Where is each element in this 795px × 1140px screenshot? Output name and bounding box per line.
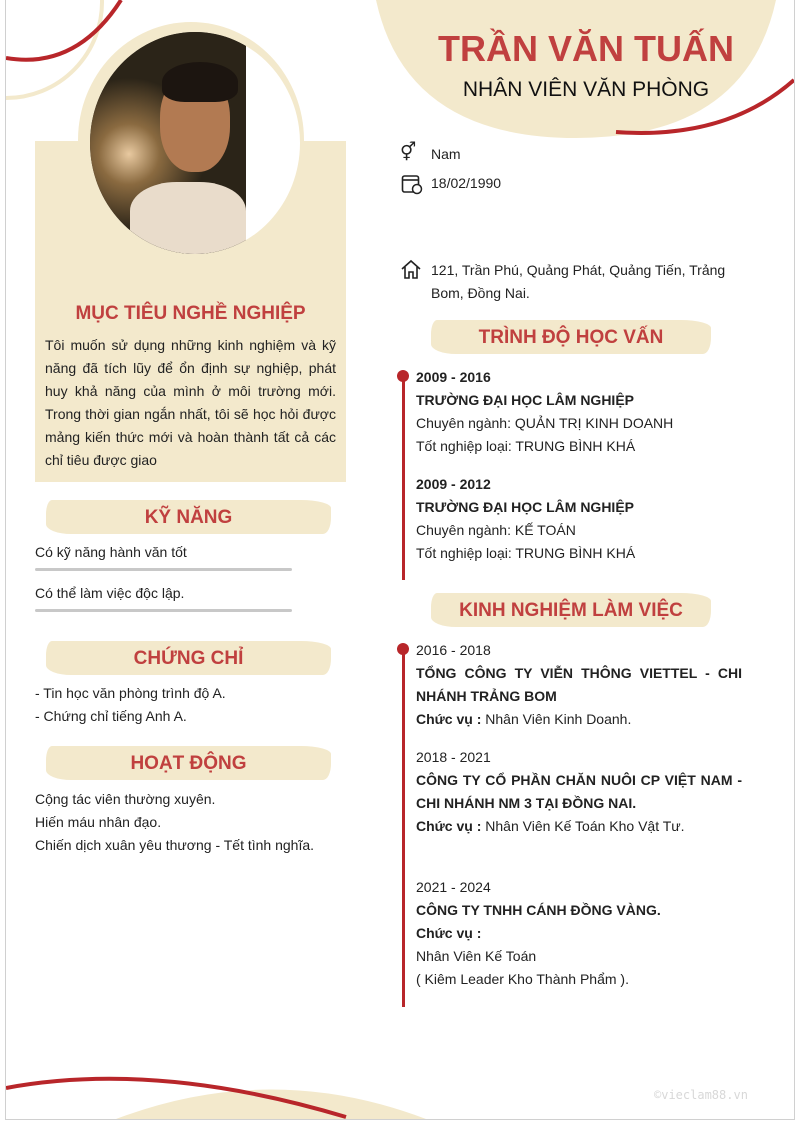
experience-item (416, 746, 742, 838)
exp-role: Nhân Viên Kế Toán Kho Vật Tư. (485, 818, 685, 834)
home-icon (400, 259, 422, 279)
edu-grade: Tốt nghiệp loại: TRUNG BÌNH KHÁ (416, 438, 636, 454)
education-item (416, 366, 751, 565)
activity-item: Cộng tác viên thường xuyên. (35, 791, 216, 807)
edu-grade: Tốt nghiệp loại: TRUNG BÌNH KHÁ (416, 545, 636, 561)
exp-years: 2018 - 2021 (416, 749, 491, 765)
edu-school: TRƯỜNG ĐẠI HỌC LÂM NGHIỆP (416, 499, 634, 515)
exp-years: 2016 - 2018 (416, 642, 491, 658)
experience-title: KINH NGHIỆM LÀM VIỆC (459, 600, 683, 621)
activity-item: Hiến máu nhân đạo. (35, 814, 162, 830)
certificate-item: - Tin học văn phòng trình độ A. (35, 685, 226, 701)
skill-item: Có kỹ năng hành văn tốt (35, 544, 187, 560)
education-title: TRÌNH ĐỘ HỌC VẤN (478, 327, 664, 348)
calendar-icon (401, 173, 423, 195)
watermark: ©vieclam88.vn (654, 1088, 748, 1102)
exp-role-label: Chức vụ : (416, 818, 482, 834)
birthdate-value: 18/02/1990 (431, 175, 502, 191)
full-name: TRẦN VĂN TUẤN (438, 28, 734, 69)
address-value: 121, Trần Phú, Quảng Phát, Quảng Tiến, Trảng Bom, Đồng Nai. (431, 262, 726, 301)
skill-bar (35, 568, 292, 571)
gender-icon: ⚥ (400, 142, 417, 162)
gender-value: Nam (431, 146, 461, 162)
certificate-item: - Chứng chỉ tiếng Anh A. (35, 708, 187, 724)
exp-role: Nhân Viên Kinh Doanh. (485, 711, 632, 727)
skill-item: Có thể làm việc độc lập. (35, 585, 185, 601)
exp-role-label: Chức vụ : (416, 711, 482, 727)
exp-company: CÔNG TY TNHH CÁNH ĐỒNG VÀNG. (416, 902, 661, 918)
experience-item (416, 639, 742, 731)
edu-major: Chuyên ngành: QUẢN TRỊ KINH DOANH (416, 415, 674, 431)
activities-title: HOẠT ĐỘNG (130, 753, 247, 774)
exp-role: Nhân Viên Kế Toán (416, 948, 537, 964)
experience-timeline (402, 647, 405, 1007)
skill-bar (35, 609, 292, 612)
exp-years: 2021 - 2024 (416, 879, 491, 895)
avatar (90, 32, 300, 254)
edu-years: 2009 - 2016 (416, 369, 491, 385)
exp-role-note: ( Kiêm Leader Kho Thành Phẩm ). (416, 971, 629, 987)
exp-role-label: Chức vụ : (416, 925, 482, 941)
experience-item (416, 876, 742, 991)
edu-years: 2009 - 2012 (416, 476, 491, 492)
objective-title: MỤC TIÊU NGHỀ NGHIỆP (75, 303, 306, 324)
skills-title: KỸ NĂNG (144, 507, 233, 528)
cv-page (5, 0, 795, 1120)
timeline-dot (397, 643, 409, 655)
edu-major: Chuyên ngành: KẾ TOÁN (416, 522, 576, 538)
objective-text: Tôi muốn sử dụng những kinh nghiệm và kỹ năng đã tích lũy để ổn định sự nghiệp, phát huy khả năng của mình ở môi trường mới. Trong thời gian ngắn nhất, tôi sẽ học hỏi được mảng kiến thức mới và hoàn thành tất cả các chỉ tiêu được giao (45, 337, 336, 468)
timeline-dot (397, 370, 409, 382)
activity-item: Chiến dịch xuân yêu thương - Tết tình nghĩa. (35, 837, 315, 853)
certificates-title: CHỨNG CHỈ (133, 648, 244, 669)
exp-company: CÔNG TY CỔ PHẦN CHĂN NUÔI CP VIỆT NAM - CHI NHÁNH NM 3 TẠI ĐỒNG NAI. (416, 772, 742, 811)
exp-company: TỔNG CÔNG TY VIỄN THÔNG VIETTEL - CHI NHÁNH TRẢNG BOM (416, 665, 742, 704)
edu-school: TRƯỜNG ĐẠI HỌC LÂM NGHIỆP (416, 392, 634, 408)
job-title: NHÂN VIÊN VĂN PHÒNG (462, 78, 710, 101)
education-timeline (402, 374, 405, 580)
